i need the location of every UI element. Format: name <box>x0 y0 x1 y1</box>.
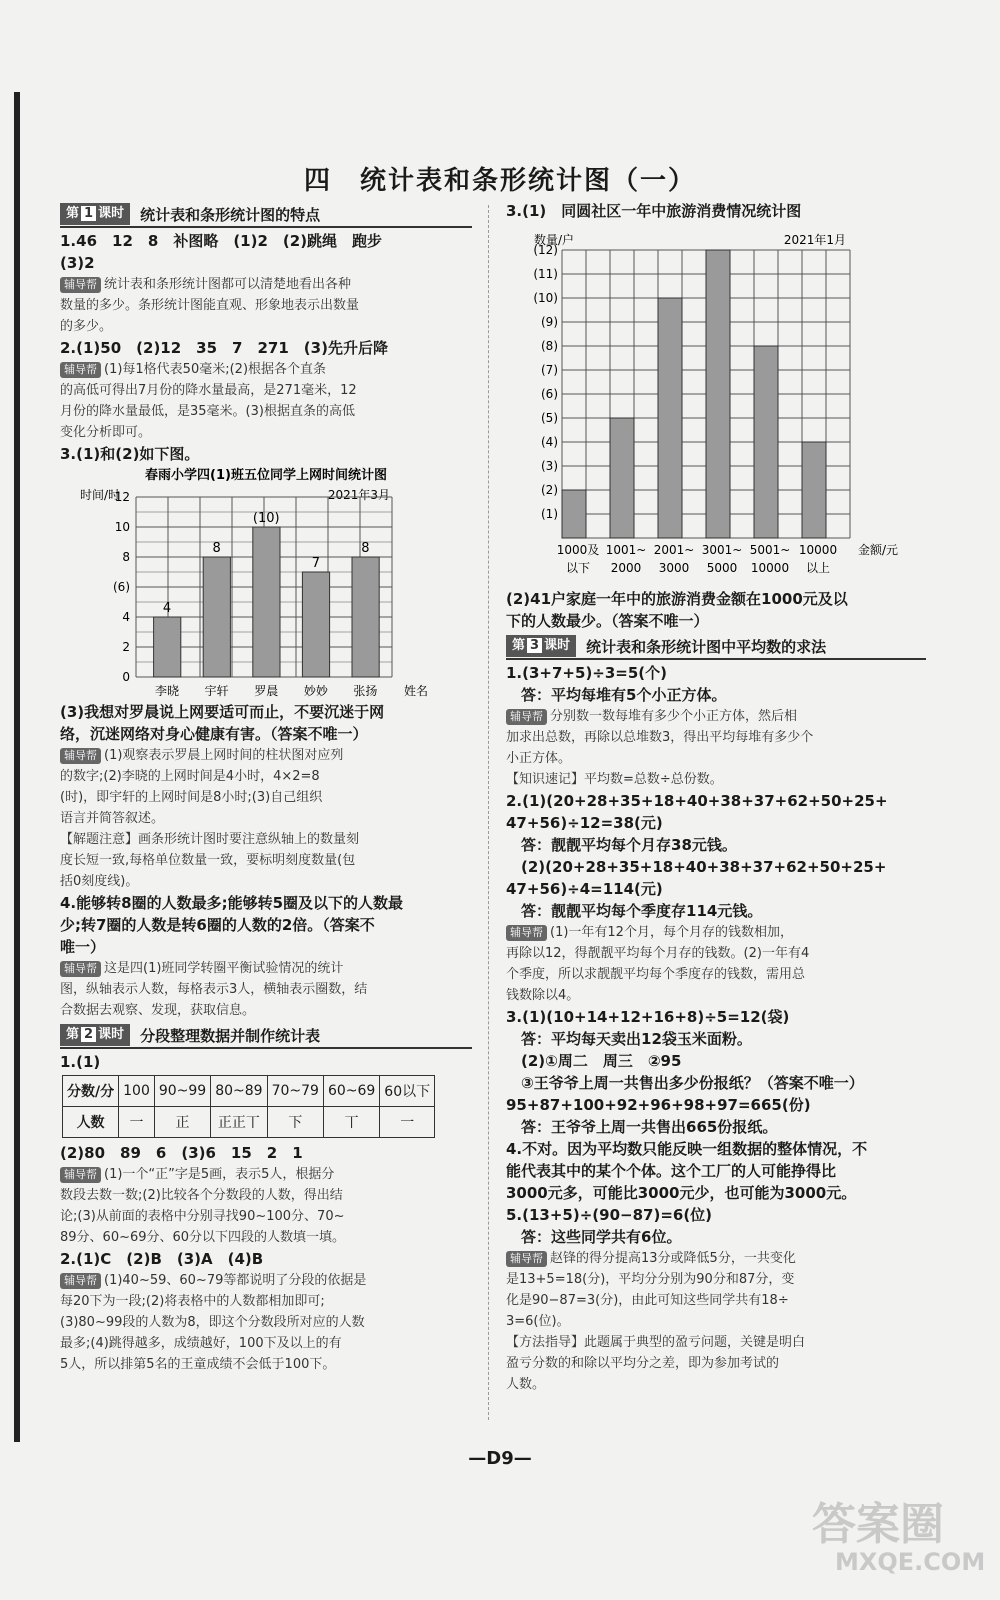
y-tick-label: (12) <box>533 243 558 257</box>
text-line: 47+56)÷12=38(元) <box>506 814 663 832</box>
help-line <box>60 274 472 295</box>
y-tick-label: (5) <box>541 411 558 425</box>
x-tick-label: 10000 <box>750 561 790 575</box>
text-line: (2)(20+28+35+18+40+38+37+62+50+25+ <box>506 858 887 876</box>
lesson-2-q2: 2.(1)C (2)B (3)A (4)B <box>60 1250 264 1268</box>
question-4 <box>60 892 472 958</box>
text-line: 1.(3+7+5)÷3=5(个) <box>506 664 668 682</box>
lesson-3-q1 <box>506 662 926 706</box>
help-block <box>60 274 472 337</box>
bar-chart-travel-spending <box>506 222 926 584</box>
help-line <box>506 727 926 748</box>
help-line <box>60 1185 472 1206</box>
bar-value-label: 7 <box>311 556 320 571</box>
bar-value-label: 4 <box>162 601 172 616</box>
help-text: 合数据去观察、发现，获取信息。 <box>60 1003 256 1018</box>
bar-value-label: 8 <box>212 541 221 556</box>
y-tick-label: (7) <box>541 363 558 377</box>
y-tick-label: (10) <box>533 291 558 305</box>
text-line: (2)①周二 周三 ②95 <box>506 1052 682 1070</box>
page-edge-shadow <box>14 92 20 1442</box>
help-block <box>60 745 472 829</box>
help-line <box>506 922 926 943</box>
question-3: 3.(1)和(2)如下图。 <box>60 445 200 463</box>
help-text: 3=6(位)。 <box>506 1314 570 1329</box>
y-axis-label: 时间/时 <box>80 488 121 502</box>
help-line <box>60 1312 472 1333</box>
page-number: —D9— <box>468 1448 532 1469</box>
text-line: 唯一） <box>60 938 106 956</box>
help-line <box>60 766 472 787</box>
text-line: 答：平均每天卖出12袋玉米面粉。 <box>506 1030 752 1048</box>
bar-chart-internet-time <box>60 465 472 697</box>
chart-title: 春雨小学四(1)班五位同学上网时间统计图 <box>145 468 387 483</box>
help-text: (1)一个“正”字是5画，表示5人，根据分 <box>104 1167 335 1182</box>
help-line <box>506 748 926 769</box>
help-block <box>60 1164 472 1248</box>
help-block <box>60 958 472 1021</box>
bar <box>706 250 730 538</box>
help-text: 最多;(4)跳得越多，成绩越好，100下及以上的有 <box>60 1336 342 1351</box>
help-tag: 辅导帮 <box>506 1251 547 1267</box>
help-tag: 辅导帮 <box>60 277 101 293</box>
help-text: 赵锋的得分提高13分或降低5分，一共变化 <box>550 1251 796 1266</box>
bar <box>562 490 586 538</box>
x-tick-label: 以下 <box>565 561 591 575</box>
x-tick-label: 罗晨 <box>254 684 279 697</box>
help-text: 化是90−87=3(分)，由此可知这些同学共有18÷ <box>506 1293 789 1308</box>
bar <box>658 298 682 538</box>
help-text: (1)40~59、60~79等都说明了分段的依据是 <box>104 1273 367 1288</box>
text-line: 1.46 12 8 补图略 (1)2 (2)跳绳 跑步 <box>60 232 383 250</box>
text-line: ③王爷爷上周一共售出多少份报纸？（答案不唯一） <box>506 1074 864 1092</box>
table-cell: 一 <box>380 1107 435 1138</box>
y-tick-label: (6) <box>541 387 558 401</box>
help-line <box>506 1248 926 1269</box>
lesson-2-q1: 1.(1) <box>60 1053 101 1071</box>
help-line <box>60 1354 472 1375</box>
text-line: 3000元多，可能比3000元少，也可能为3000元。 <box>506 1184 857 1202</box>
help-text: 图，纵轴表示人数，每格表示3人，横轴表示圈数，结 <box>60 982 368 997</box>
column-divider <box>488 205 489 1420</box>
table-cell: 分数/分 <box>63 1076 119 1107</box>
help-line <box>60 1206 472 1227</box>
y-tick-label: (6) <box>113 580 130 594</box>
help-line <box>60 316 472 337</box>
text-line: 4.不对。因为平均数只能反映一组数据的整体情况，不 <box>506 1140 868 1158</box>
help-line <box>60 787 472 808</box>
x-tick-label: 3000 <box>658 561 690 575</box>
help-text: 加求出总数，再除以总堆数3，得出平均每堆有多少个 <box>506 730 814 745</box>
help-block <box>506 922 926 1006</box>
table-cell: 90~99 <box>154 1076 210 1107</box>
x-tick-label: 宇轩 <box>204 684 229 697</box>
help-text: (1)一年有12个月，每个月存的钱数相加， <box>550 925 793 940</box>
y-tick-label: (3) <box>541 459 558 473</box>
lesson-title: 统计表和条形统计图的特点 <box>140 205 321 224</box>
help-line <box>60 1333 472 1354</box>
help-text: 小正方体。 <box>506 751 572 766</box>
x-tick-label: 2000 <box>610 561 642 575</box>
table-cell: 60~69 <box>323 1076 379 1107</box>
text-line: (3)2 <box>60 254 95 272</box>
y-tick-label: 2 <box>122 640 130 654</box>
help-line <box>60 979 472 1000</box>
x-tick-label: 10000 <box>798 543 838 557</box>
help-text: 的高低可得出7月份的降水量最高，是271毫米，12 <box>60 383 357 398</box>
table-cell: 70~79 <box>267 1076 323 1107</box>
table-cell: 下 <box>267 1107 323 1138</box>
help-line <box>60 401 472 422</box>
help-line <box>60 1000 472 1021</box>
bar <box>802 442 826 538</box>
help-line <box>60 1227 472 1248</box>
bar <box>154 617 181 677</box>
help-text: 每20下为一段;(2)将表格中的人数都相加即可; <box>60 1294 325 1309</box>
help-text: 个季度，所以求靓靓平均每个季度存的钱数，需用总 <box>506 967 806 982</box>
text-line: 47+56)÷4=114(元) <box>506 880 663 898</box>
question-2: 2.(1)50 (2)12 35 7 271 (3)先升后降 <box>60 339 388 357</box>
x-tick-label: 李晓 <box>155 684 180 697</box>
text-line: 度长短一致,每格单位数量一致，要标明刻度数量(包 <box>60 853 356 868</box>
bar <box>610 418 634 538</box>
x-axis-label: 金额/元 <box>858 543 899 557</box>
text-line: 4.能够转8圈的人数最多;能够转5圈及以下的人数最 <box>60 894 404 912</box>
text-line: 【解题注意】画条形统计图时要注意纵轴上的数量刻 <box>60 832 360 847</box>
help-line <box>60 745 472 766</box>
table-cell: 一 <box>119 1107 155 1138</box>
help-line <box>506 1290 926 1311</box>
chart-date: 2021年3月 <box>327 488 390 502</box>
bar <box>253 527 280 677</box>
y-tick-label: 10 <box>114 520 130 534</box>
help-tag: 辅导帮 <box>506 925 547 941</box>
help-line <box>506 985 926 1006</box>
help-block <box>60 359 472 443</box>
help-tag: 辅导帮 <box>60 362 101 378</box>
text-line: 【方法指导】此题属于典型的盈亏问题，关键是明白 <box>506 1335 806 1350</box>
help-text: 统计表和条形统计图都可以清楚地看出各种 <box>104 277 352 292</box>
y-tick-label: 4 <box>122 610 130 624</box>
page-title: 四 统计表和条形统计图（一） <box>303 166 696 196</box>
x-tick-label: 1001~ <box>605 543 647 557</box>
help-tag: 辅导帮 <box>60 748 101 764</box>
lesson-badge: 第 3 课时 <box>506 635 576 657</box>
text-line: 2.(1)(20+28+35+18+40+38+37+62+50+25+ <box>506 792 888 810</box>
lesson-3-q2 <box>506 790 926 922</box>
x-tick-label: 1000及 <box>556 543 600 557</box>
help-text: 论;(3)从前面的表格中分别寻找90~100分、70~ <box>60 1209 345 1224</box>
help-line <box>60 380 472 401</box>
table-cell: 100 <box>119 1076 155 1107</box>
help-line <box>60 1291 472 1312</box>
text-line: 5.(13+5)÷(90−87)=6(位) <box>506 1206 713 1224</box>
lesson-2-header <box>60 1023 472 1049</box>
y-tick-label: (4) <box>541 435 558 449</box>
text-line: 下的人数最少。（答案不唯一） <box>506 612 709 630</box>
notice-block <box>60 829 472 892</box>
text-line: 答：平均每堆有5个小正方体。 <box>506 686 727 704</box>
text-line: 盈亏分数的和除以平均分之差，即为参加考试的 <box>506 1356 780 1371</box>
x-tick-label: 5000 <box>706 561 738 575</box>
table-cell: 80~89 <box>211 1076 267 1107</box>
help-block <box>506 1248 926 1332</box>
lesson-title: 统计表和条形统计图中平均数的求法 <box>586 637 827 656</box>
lesson-badge: 第 1 课时 <box>60 203 130 225</box>
help-line <box>60 1164 472 1185</box>
help-text: 再除以12，得靓靓平均每个月存的钱数。(2)一年有4 <box>506 946 810 961</box>
help-text: 数段去数一数;(2)比较各个分数段的人数，得出结 <box>60 1188 343 1203</box>
text-line: 答：王爷爷上周一共售出665份报纸。 <box>506 1118 778 1136</box>
help-line <box>506 964 926 985</box>
lesson-3-q3-q5 <box>506 1006 926 1248</box>
text-line: 3.(1)(10+14+12+16+8)÷5=12(袋) <box>506 1008 790 1026</box>
text-line: 95+87+100+92+96+98+97=665(份) <box>506 1096 811 1114</box>
question-3-part-3 <box>60 701 472 745</box>
x-axis-label: 姓名 <box>403 684 429 697</box>
lesson-1-header <box>60 202 472 228</box>
help-text: 数量的多少。条形统计图能直观、形象地表示出数量 <box>60 298 360 313</box>
help-text: 的数字;(2)李晓的上网时间是4小时，4×2=8 <box>60 769 320 784</box>
bar-value-label: 8 <box>361 541 370 556</box>
table-cell: 正正丅 <box>211 1107 267 1138</box>
help-line <box>506 706 926 727</box>
help-text: 5人，所以排第5名的王童成绩不会低于100下。 <box>60 1357 336 1372</box>
text-line: 少;转7圈的人数是转6圈的人数的2倍。（答案不 <box>60 916 375 934</box>
lesson-title: 分段整理数据并制作统计表 <box>140 1026 321 1045</box>
lesson-2-q1-answers: (2)80 89 6 (3)6 15 2 1 <box>60 1144 303 1162</box>
x-tick-label: 以上 <box>805 561 831 575</box>
y-axis-label: 数量/户 <box>534 233 575 247</box>
text-line: 答：靓靓平均每个月存38元钱。 <box>506 836 737 854</box>
x-tick-label: 妙妙 <box>303 684 328 697</box>
watermark-url: MXQE.COM <box>835 1548 986 1576</box>
text-line: 能代表其中的某个个体。这个工厂的人可能挣得比 <box>506 1162 837 1180</box>
help-line <box>60 958 472 979</box>
help-text: (3)80~99段的人数为8，即这个分数段所对应的人数 <box>60 1315 365 1330</box>
knowledge-note: 【知识速记】平均数=总数÷总份数。 <box>506 772 723 787</box>
text-line: 答：这些同学共有6位。 <box>506 1228 682 1246</box>
y-tick-label: (2) <box>541 483 558 497</box>
help-line <box>60 422 472 443</box>
y-tick-label: (1) <box>541 507 558 521</box>
table-cell: 人数 <box>63 1107 119 1138</box>
help-tag: 辅导帮 <box>60 1167 101 1183</box>
text-line: 络，沉迷网络对身心健康有害。（答案不唯一） <box>60 725 368 743</box>
help-text: 是13+5=18(分)，平均分分别为90分和87分，变 <box>506 1272 795 1287</box>
question-3-right: 3.(1) 同圆社区一年中旅游消费情况统计图 <box>506 202 802 220</box>
y-tick-label: 12 <box>114 490 130 504</box>
help-tag: 辅导帮 <box>60 961 101 977</box>
bar-value-label: (10) <box>252 511 280 526</box>
watermark-logo: 答案圈 <box>812 1499 944 1550</box>
bar <box>203 557 230 677</box>
help-block <box>506 706 926 769</box>
help-line <box>60 359 472 380</box>
help-tag: 辅导帮 <box>60 1273 101 1289</box>
chart-date: 2021年1月 <box>783 233 846 247</box>
help-line <box>506 1311 926 1332</box>
y-tick-label: (8) <box>541 339 558 353</box>
y-tick-label: (9) <box>541 315 558 329</box>
y-tick-label: 8 <box>122 550 130 564</box>
table-row <box>63 1107 435 1138</box>
bar <box>302 572 329 677</box>
help-line <box>506 1269 926 1290</box>
table-cell: 正 <box>154 1107 210 1138</box>
help-text: 语言并简答叙述。 <box>60 811 165 826</box>
score-table <box>62 1075 435 1138</box>
help-text: 89分、60~69分、60分以下四段的人数填一填。 <box>60 1230 346 1245</box>
help-text: 分别数一数每堆有多少个小正方体，然后相 <box>550 709 798 724</box>
left-column <box>60 200 472 1375</box>
help-line <box>60 808 472 829</box>
table-cell: 丅 <box>323 1107 379 1138</box>
y-tick-label: (11) <box>533 267 558 281</box>
text-line: 人数。 <box>506 1377 546 1392</box>
method-note <box>506 1332 926 1395</box>
help-text: 钱数除以4。 <box>506 988 580 1003</box>
help-text: (1)观察表示罗晨上网时间的柱状图对应列 <box>104 748 344 763</box>
lesson-1-q1 <box>60 230 472 274</box>
help-line <box>60 1270 472 1291</box>
bar <box>352 557 379 677</box>
right-column <box>506 200 926 1395</box>
text-line: 括0刻度线)。 <box>60 874 139 889</box>
help-text: 的多少。 <box>60 319 113 334</box>
help-text: (时)，即宇轩的上网时间是8小时;(3)自己组织 <box>60 790 323 805</box>
help-text: 变化分析即可。 <box>60 425 152 440</box>
help-text: 月份的降水量最低，是35毫米。(3)根据直条的高低 <box>60 404 355 419</box>
bar <box>754 346 778 538</box>
help-block <box>60 1270 472 1375</box>
x-tick-label: 2001~ <box>653 543 695 557</box>
text-line: 答：靓靓平均每个季度存114元钱。 <box>506 902 763 920</box>
x-tick-label: 3001~ <box>701 543 743 557</box>
lesson-3-header <box>506 634 926 660</box>
help-tag: 辅导帮 <box>506 709 547 725</box>
text-line: (2)41户家庭一年中的旅游消费金额在1000元及以 <box>506 590 848 608</box>
lesson-badge: 第 2 课时 <box>60 1024 130 1046</box>
help-text: (1)每1格代表50毫米;(2)根据各个直条 <box>104 362 327 377</box>
text-line: (3)我想对罗晨说上网要适可而止，不要沉迷于网 <box>60 703 385 721</box>
help-line <box>506 943 926 964</box>
table-cell: 60以下 <box>380 1076 435 1107</box>
help-text: 这是四(1)班同学转圈平衡试验情况的统计 <box>104 961 344 976</box>
y-tick-label: 0 <box>122 670 130 684</box>
x-tick-label: 张扬 <box>353 684 378 697</box>
help-line <box>60 295 472 316</box>
x-tick-label: 5001~ <box>749 543 791 557</box>
table-row <box>63 1076 435 1107</box>
question-3-part-2 <box>506 588 926 632</box>
